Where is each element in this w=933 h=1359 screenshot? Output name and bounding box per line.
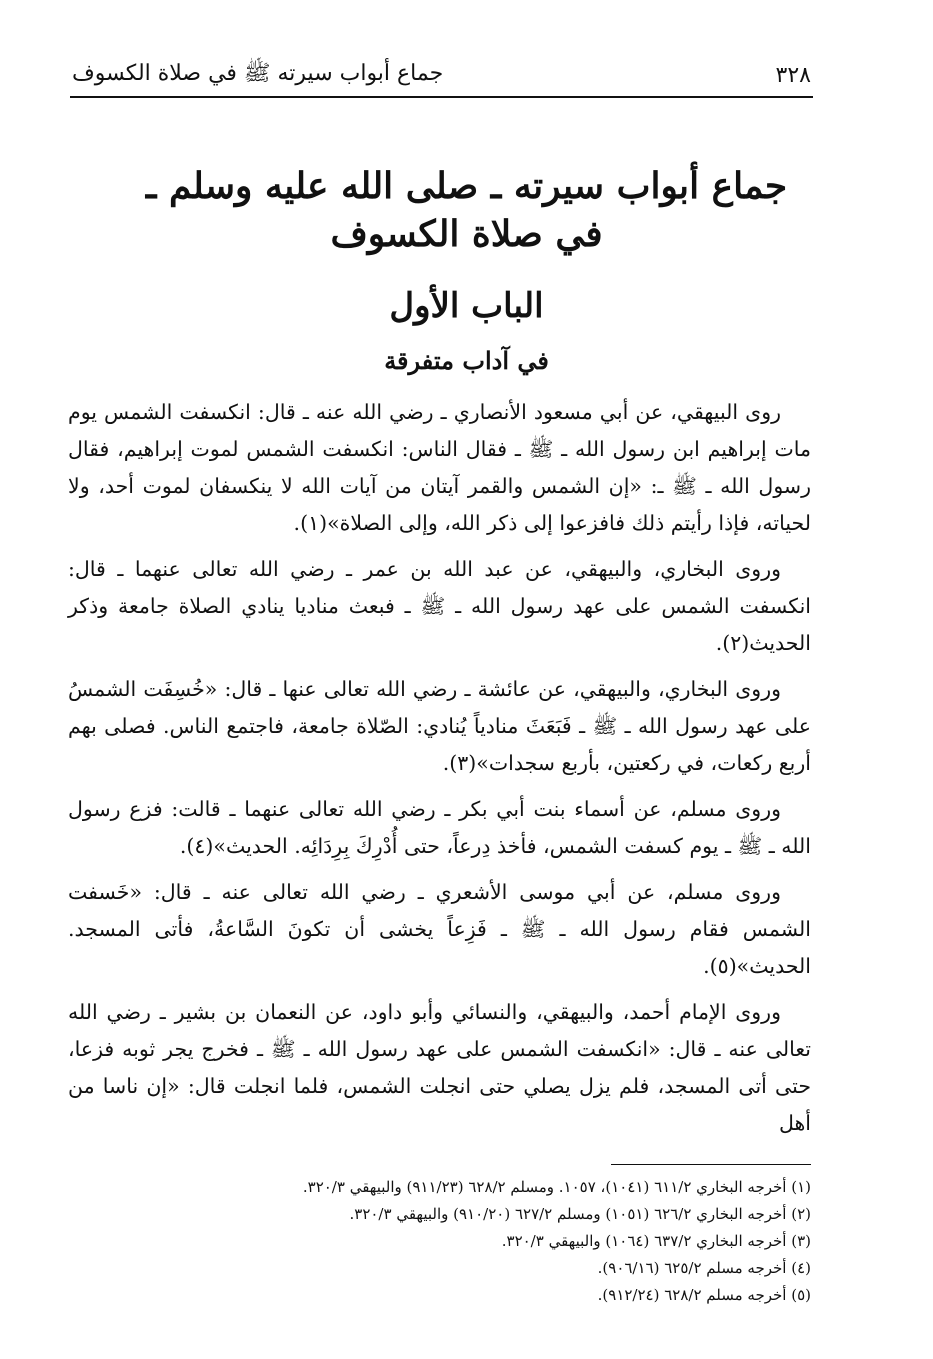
- running-title: جماع أبواب سيرته ﷺ في صلاة الكسوف: [72, 61, 444, 86]
- chapter-title: الباب الأول: [389, 286, 544, 326]
- paragraph: وروى مسلم، عن أسماء بنت أبي بكر ـ رضي الله تعالى عنهما ـ قالت: فزع رسول الله ـ ﷺ ـ يوم كسفت الشمس، فأخذ دِرعاً، حتى أُدْرِكَ بِرِدَائِه. الحديث»(٤).: [68, 797, 811, 858]
- footnote: (٥) أخرجه مسلم ٦٢٨/٢ (٩١٢/٢٤).: [597, 1286, 811, 1304]
- paragraph: وروى الإمام أحمد، والبيهقي، والنسائي وأبو داود، عن النعمان بن بشير ـ رضي الله تعالى عنه ـ قال: «انكسفت الشمس على عهد رسول الله ـ ﷺ ـ فخرج يجر ثوبه فزعا، حتى أتى المسجد، فلم يزل يصلي حتى انجلت الشمس، فلما انجلت قال: «إن ناسا من أهل: [68, 1000, 811, 1135]
- title-line-2: في صلاة الكسوف: [330, 213, 603, 255]
- paragraph: وروى البخاري، والبيهقي، عن عبد الله بن عمر ـ رضي الله تعالى عنهما ـ قال: انكسفت الشمس على عهد رسول الله ـ ﷺ ـ فبعث مناديا ينادي الصلاة جامعة وذكر الحديث(٢).: [68, 557, 811, 655]
- footnote: (٢) أخرجه البخاري ٦٢٦/٢ (١٠٥١) ومسلم ٦٢٧/٢ (٩١٠/٢٠) والبيهقي ٣٢٠/٣.: [349, 1205, 811, 1223]
- page-number: ٣٢٨: [775, 62, 811, 88]
- paragraph: وروى البخاري، والبيهقي، عن عائشة ـ رضي الله تعالى عنها ـ قال: «خُسِفَت الشمسُ على عهد رسول الله ـ ﷺ ـ فَبَعَثَ منادياً يُنادي: الصّلاة جامعة، فاجتمع الناس. فصلى بهم أربع ركعات، في ركعتين، بأربع سجدات»(٣).: [68, 677, 811, 775]
- paragraph: روى البيهقي، عن أبي مسعود الأنصاري ـ رضي الله عنه ـ قال: انكسفت الشمس يوم مات إبراهيم ابن رسول الله ـ ﷺ ـ فقال الناس: انكسفت الشمس لموت إبراهيم، فقال رسول الله ـ ﷺ ـ: «إن الشمس والقمر آيتان من آيات الله لا ينكسفان لموت أحد، ولا لحياته، فإذا رأيتم ذلك فافزعوا إلى ذكر الله، وإلى الصلاة»(١).: [68, 400, 811, 535]
- running-header: [72, 58, 811, 92]
- paragraph: وروى مسلم، عن أبي موسى الأشعري ـ رضي الله تعالى عنه ـ قال: «خَسفت الشمس فقام رسول الله ـ ﷺ ـ فَزِعاً يخشى أن تكونَ السَّاعةُ، فأتى المسجد. الحديث»(٥).: [68, 880, 811, 978]
- footnote-divider: [611, 1164, 811, 1165]
- body-text: [68, 394, 811, 1151]
- title-line-1: جماع أبواب سيرته ـ صلى الله عليه وسلم ـ: [145, 165, 788, 207]
- footnote: (١) أخرجه البخاري ٦١١/٢ (١٠٤١)، ١٠٥٧. ومسلم ٦٢٨/٢ (٩١١/٢٣) والبيهقي ٣٢٠/٣.: [302, 1178, 811, 1196]
- footnote: (٣) أخرجه البخاري ٦٣٧/٢ (١٠٦٤) والبيهقي ٣٢٠/٣.: [501, 1232, 811, 1250]
- chapter-subtitle: في آداب متفرقة: [384, 346, 549, 375]
- header-divider: [70, 96, 813, 98]
- footnotes: [150, 1174, 811, 1309]
- page-title: [120, 162, 813, 258]
- footnote: (٤) أخرجه مسلم ٦٢٥/٢ (٩٠٦/١٦).: [597, 1259, 811, 1277]
